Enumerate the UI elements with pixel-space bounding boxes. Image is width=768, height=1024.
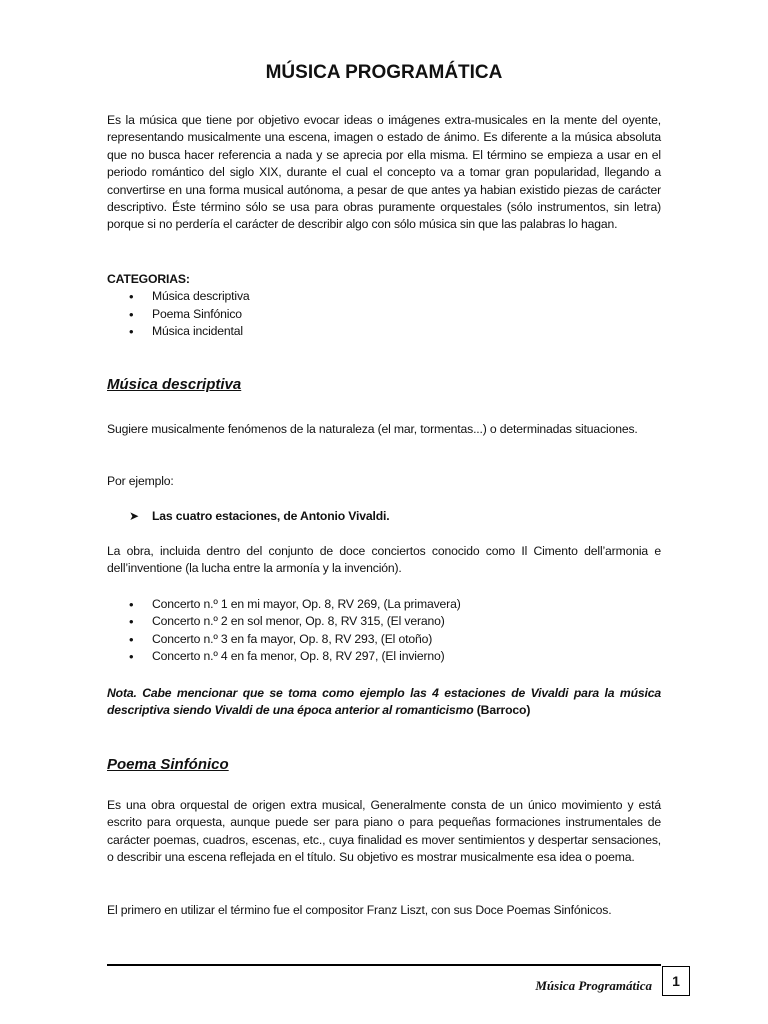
concertos-list [107, 596, 661, 666]
sinfonico-text-block [107, 797, 661, 867]
work-paragraph: La obra, incluida dentro del conjunto de doce conciertos conocido como Il Cimento dell’armonia e dell’inventione (la lucha entre la armonía y la invención). [107, 544, 661, 576]
categories-list [107, 288, 661, 340]
descriptiva-heading-block [107, 376, 661, 393]
note-paragraph [107, 685, 661, 720]
arrow-bullet-icon: ➤ [129, 509, 139, 523]
descriptiva-text-block [107, 421, 661, 438]
list-item: • Concerto n.º 3 en fa mayor, Op. 8, RV 293, (El otoño) [107, 631, 661, 648]
sinfonico-text2-block [107, 902, 661, 919]
example-item [107, 508, 706, 525]
intro-paragraph: Es la música que tiene por objetivo evocar ideas o imágenes extra-musicales en la mente del oyente, representando musicalmente una escena, imagen o estado de ánimo. Es diferente a la música absoluta que no busca hacer referencia a nada y se aprecia por ella misma. El término se empieza a usar en el periodo romántico del siglo XIX, durante el cual el concepto va a tomar gran popularidad, llegando a convertirse en una forma musical autónoma, a pesar de que antes ya habian existido piezas de carácter descriptivo. Éste término sólo se usa para obras puramente orquestales (sólo instrumentos, sin letra) porque si no perdería el carácter de describir algo con sólo música sin que las palabras lo hagan. [107, 113, 661, 232]
example-label: Por ejemplo: [107, 474, 174, 488]
footer-divider [107, 964, 661, 966]
sinfonico-paragraph-2: El primero en utilizar el término fue el compositor Franz Liszt, con sus Doce Poemas Sinfónicos. [107, 903, 612, 917]
note-block [107, 685, 661, 720]
list-item: • Poema Sinfónico [107, 306, 661, 323]
intro-block [107, 112, 661, 234]
sinfonico-heading-block [107, 756, 661, 773]
concertos-block [107, 596, 661, 666]
list-item: • Concerto n.º 2 en sol menor, Op. 8, RV 315, (El verano) [107, 613, 661, 630]
list-item: • Concerto n.º 4 en fa menor, Op. 8, RV 297, (El invierno) [107, 648, 661, 665]
descriptiva-paragraph: Sugiere musicalmente fenómenos de la naturaleza (el mar, tormentas...) o determinadas situaciones. [107, 422, 638, 436]
list-item: • Música descriptiva [107, 288, 661, 305]
section-heading-descriptiva: Música descriptiva [107, 376, 242, 393]
list-item: • Música incidental [107, 323, 661, 340]
section-heading-sinfonico: Poema Sinfónico [107, 756, 229, 773]
footer-title: Música Programática [535, 978, 652, 993]
categories-heading: CATEGORIAS: [107, 272, 190, 286]
example-item-text: Las cuatro estaciones, de Antonio Vivaldi. [152, 509, 390, 523]
example-label-block [107, 473, 661, 490]
sinfonico-paragraph: Es una obra orquestal de origen extra musical, Generalmente consta de un único movimiento y está escrito para orquesta, aunque puede ser para piano o para pequeñas formaciones instrumentales de carácter poemas, cuadros, escenas, etc., cuya finalidad es mover sentimientos y despertar sensaciones, o describir una escena reflejada en el título. Su objetivo es mostrar musicalmente esa idea o poema. [107, 798, 661, 865]
list-item: • Concerto n.º 1 en mi mayor, Op. 8, RV 269, (La primavera) [107, 596, 661, 613]
note-text: Nota. Cabe mencionar que se toma como ejemplo las 4 estaciones de Vivaldi para la música descriptiva siendo Vivaldi de una época anterior al romanticismo [107, 686, 661, 718]
categories-block [107, 271, 661, 341]
note-period: (Barroco) [476, 703, 531, 718]
page-content [107, 0, 661, 917]
page-number-box: 1 [662, 966, 690, 996]
work-text-block [107, 543, 661, 578]
page-title: MÚSICA PROGRAMÁTICA [265, 62, 503, 83]
